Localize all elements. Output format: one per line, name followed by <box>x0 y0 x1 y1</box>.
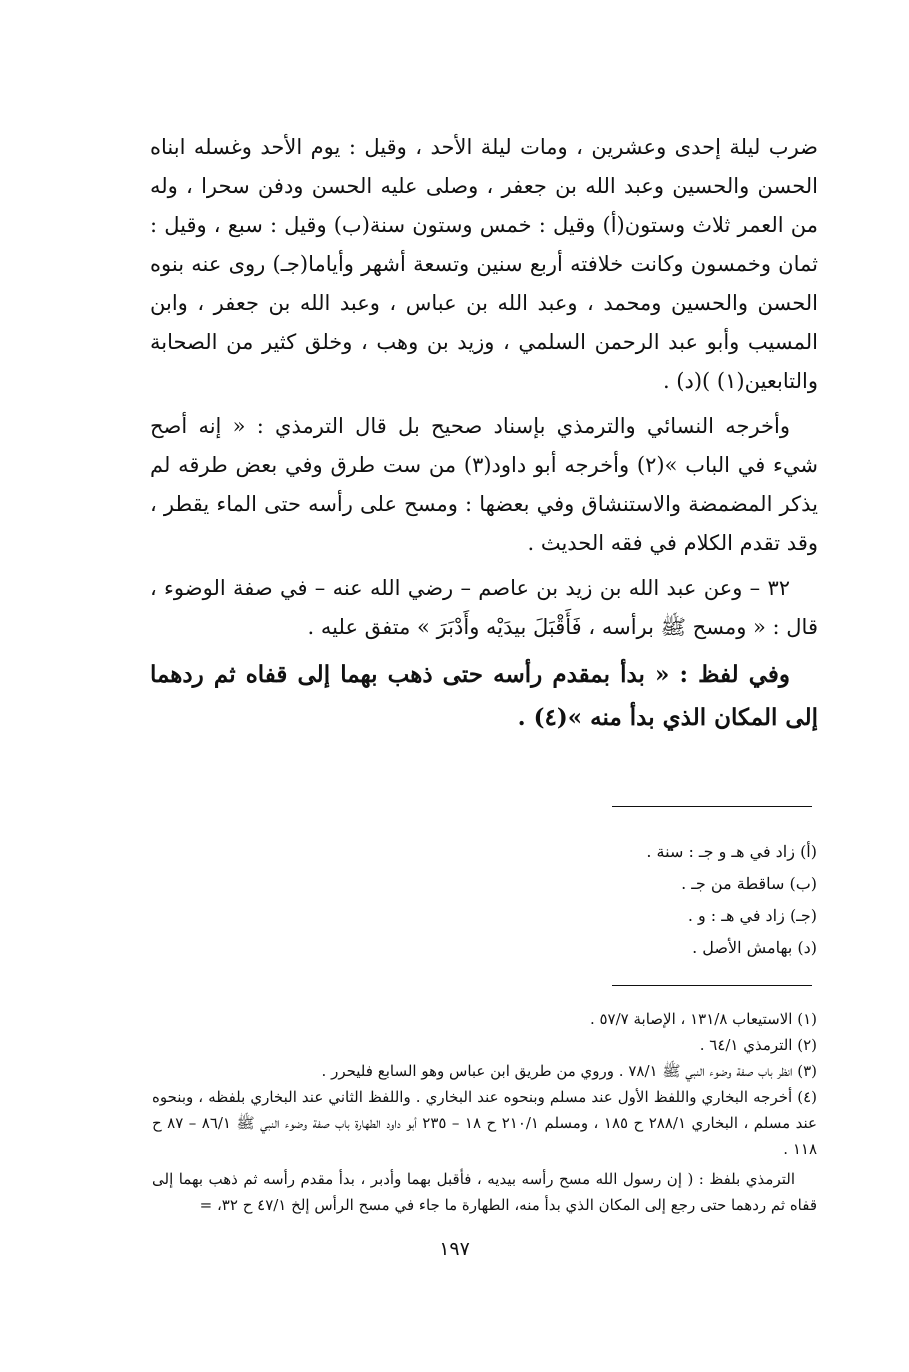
letter-footnotes <box>646 836 817 964</box>
footnote-divider-numbers <box>612 985 812 986</box>
letter-footnote: (د) بهامش الأصل . <box>692 938 817 957</box>
numbered-footnote: (١) الاستيعاب ١٣١/٨ ، الإصابة ٥٧/٧ . <box>589 1010 817 1028</box>
numbered-footnote: (٤) أخرجه البخاري واللفظ الأول عند مسلم وبنحوه عند البخاري . واللفظ الثاني عند البخاري بلفظه ، وبنحوه عند مسلم ، البخاري ٢٨٨/١ ح ١٨٥ ، ومسلم ٢١٠/١ ح ١٨ – ٢٣٥ أبو داود الطهارة باب صفة وضوء النبي ﷺ ٨٦/١ – ٨٧ ح ١١٨ . <box>152 1088 817 1158</box>
letter-footnote: (ب) ساقطة من جـ . <box>681 874 817 893</box>
letter-footnote: (أ) زاد في هـ و جـ : سنة . <box>646 842 817 861</box>
takhrij-paragraph: وأخرجه النسائي والترمذي بإسناد صحيح بل قال الترمذي : « إنه أصح شيء في الباب »(٢) وأخرجه أبو داود(٣) من ست طرق وفي بعض طرقه لم يذكر المضمضة والاستنشاق وفي بعضها : ومسح على رأسه حتى الماء يقطر ، وقد تقدم الكلام في فقه الحديث . <box>150 414 819 555</box>
numbered-footnote: (٢) الترمذي ٦٤/١ . <box>699 1036 817 1054</box>
main-text <box>150 128 818 739</box>
numbered-footnotes <box>152 1006 817 1218</box>
footnote-continuation: الترمذي بلفظ : ( إن رسول الله مسح رأسه بيديه ، فأقبل بهما وأدبر ، بدأ مقدم رأسه ثم ذهب بهما إلى قفاه ثم ردهما حتى رجع إلى المكان الذي بدأ منه، الطهارة ما جاء في مسح الرأس إلخ ٤٧/١ ح ٣٢، = <box>152 1170 817 1214</box>
hadith-variant-paragraph: وفي لفظ : « بدأ بمقدم رأسه حتى ذهب بهما إلى قفاه ثم ردهما إلى المكان الذي بدأ منه »(٤) . <box>150 661 818 731</box>
biography-paragraph: ضرب ليلة إحدى وعشرين ، ومات ليلة الأحد ، وقيل : يوم الأحد وغسله ابناه الحسن والحسين وعبد الله بن جعفر ، وصلى عليه الحسن ودفن سحرا ، وله من العمر ثلاث وستون(أ) وقيل : خمس وستون سنة(ب) وقيل : سبع ، وقيل : ثمان وخمسون وكانت خلافته أربع سنين وتسعة أشهر وأياما(جـ) روى عنه بنوه الحسن والحسين ومحمد ، وعبد الله بن عباس ، وعبد الله بن جعفر ، وابن المسيب وأبو عبد الرحمن السلمي ، وزيد بن وهب ، وخلق كثير من الصحابة والتابعين(١) )(د) . <box>150 135 819 393</box>
hadith-paragraph: ٣٢ – وعن عبد الله بن زيد بن عاصم – رضي الله عنه – في صفة الوضوء ، قال : « ومسح ﷺ برأسه ، فَأَقْبَلَ بيدَيْه وأَدْبَرَ » متفق عليه . <box>150 576 818 639</box>
page-number: ١٩٧ <box>439 1238 470 1260</box>
letter-footnote: (جـ) زاد في هـ : و . <box>687 906 817 925</box>
footnote-divider-letters <box>612 806 812 807</box>
numbered-footnote: (٣) انظر باب صفة وضوء النبي ﷺ ٧٨/١ . وروي من طريق ابن عباس وهو السابع فليحرر . <box>321 1062 817 1080</box>
